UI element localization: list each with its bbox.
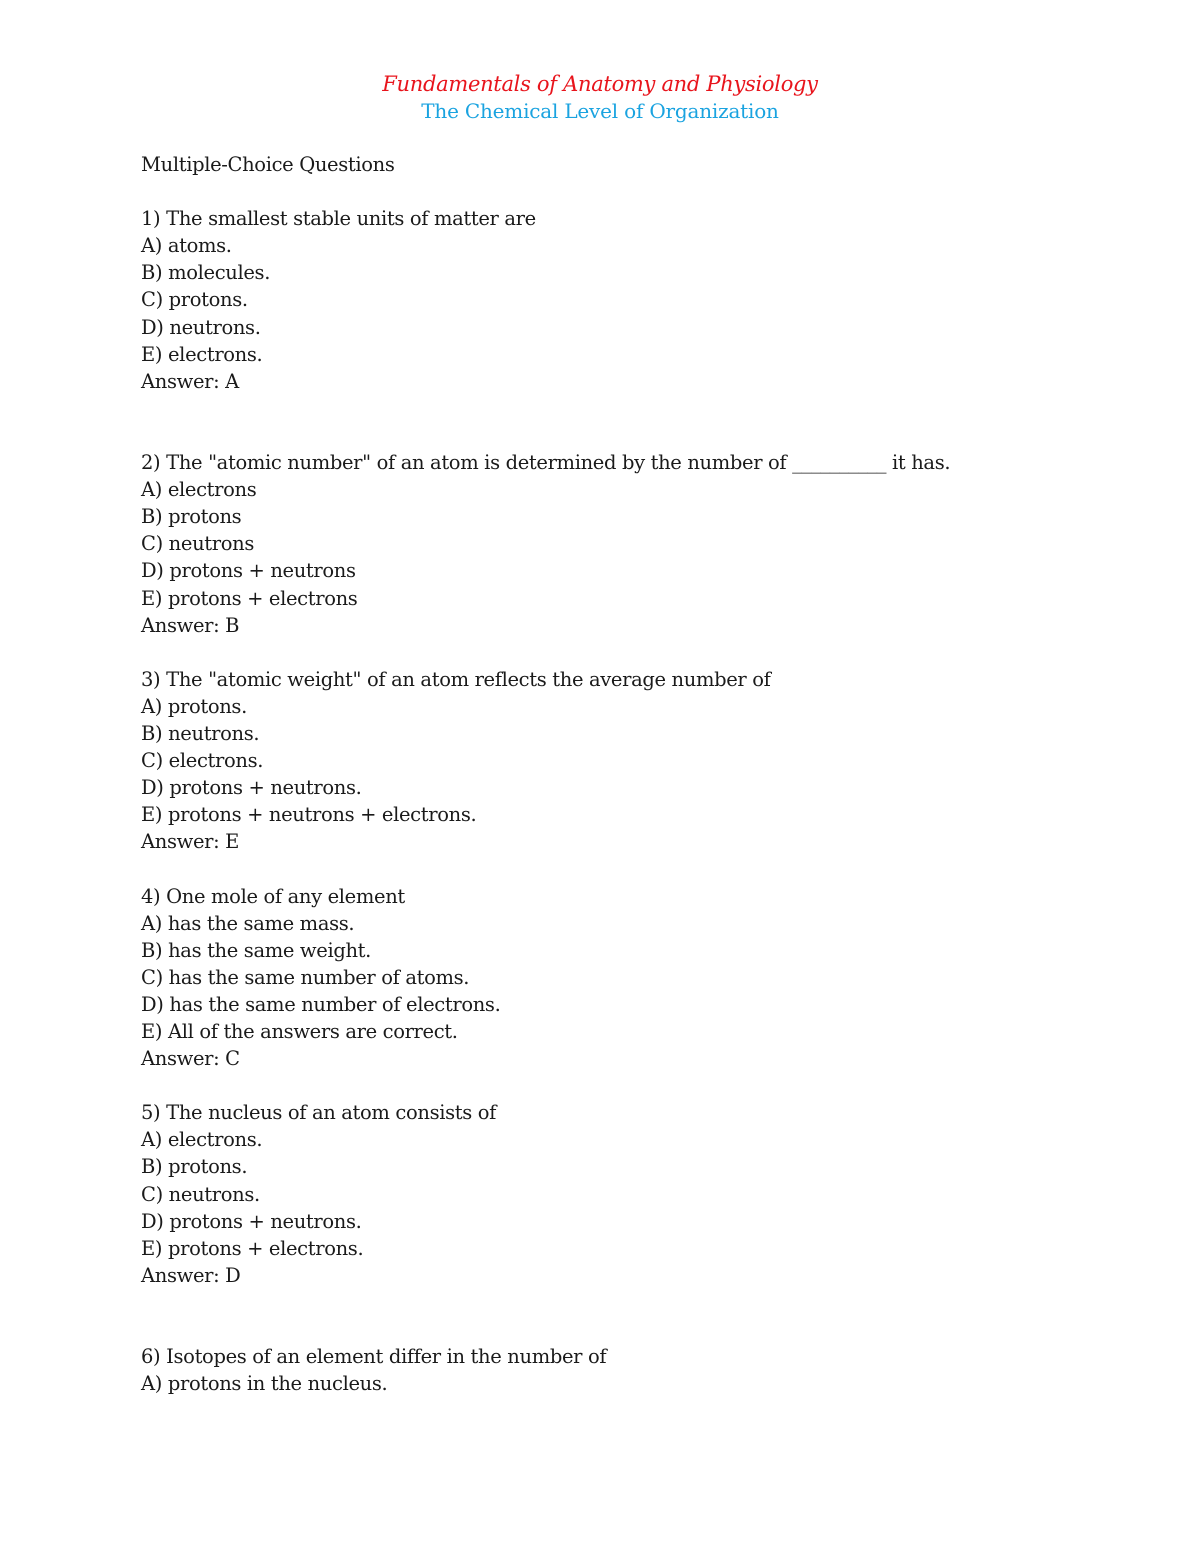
answer: Answer: A bbox=[141, 369, 239, 393]
spacer bbox=[141, 1072, 1101, 1099]
option-e: E) protons + neutrons + electrons. bbox=[141, 803, 477, 827]
answer: Answer: E bbox=[141, 830, 240, 854]
spacer bbox=[141, 395, 1101, 449]
answer: Answer: D bbox=[141, 1263, 241, 1287]
question-stem: 3) The "atomic weight" of an atom reflects the average number of bbox=[141, 667, 771, 691]
option-c: C) electrons. bbox=[141, 749, 264, 773]
question-stem: 2) The "atomic number" of an atom is determined by the number of __________ it has. bbox=[141, 451, 951, 475]
question-2 bbox=[141, 449, 1101, 639]
option-c: C) protons. bbox=[141, 288, 248, 312]
option-b: B) molecules. bbox=[141, 261, 271, 285]
option-b: B) neutrons. bbox=[141, 721, 260, 745]
question-1 bbox=[141, 205, 1101, 395]
option-a: A) has the same mass. bbox=[141, 911, 355, 935]
section-heading: Multiple-Choice Questions bbox=[141, 153, 395, 176]
spacer bbox=[141, 639, 1101, 666]
question-stem: 5) The nucleus of an atom consists of bbox=[141, 1101, 497, 1125]
option-a: A) electrons. bbox=[141, 1128, 263, 1152]
option-e: E) protons + electrons bbox=[141, 586, 358, 610]
option-d: D) protons + neutrons bbox=[141, 559, 356, 583]
question-5 bbox=[141, 1099, 1101, 1289]
question-list bbox=[141, 151, 1101, 1397]
option-e: E) electrons. bbox=[141, 342, 263, 366]
option-d: D) has the same number of electrons. bbox=[141, 992, 501, 1016]
spacer bbox=[141, 855, 1101, 882]
answer: Answer: C bbox=[141, 1047, 240, 1071]
question-stem: 4) One mole of any element bbox=[141, 884, 405, 908]
question-6 bbox=[141, 1343, 1101, 1397]
option-a: A) protons in the nucleus. bbox=[141, 1372, 388, 1396]
option-d: D) protons + neutrons. bbox=[141, 1209, 362, 1233]
question-4 bbox=[141, 883, 1101, 1073]
option-a: A) protons. bbox=[141, 694, 247, 718]
option-a: A) atoms. bbox=[141, 234, 232, 258]
question-3 bbox=[141, 666, 1101, 856]
option-c: C) neutrons bbox=[141, 532, 254, 556]
option-d: D) protons + neutrons. bbox=[141, 776, 362, 800]
option-b: B) protons bbox=[141, 505, 242, 529]
option-c: C) neutrons. bbox=[141, 1182, 260, 1206]
question-stem: 1) The smallest stable units of matter are bbox=[141, 207, 536, 231]
option-e: E) protons + electrons. bbox=[141, 1236, 364, 1260]
question-stem: 6) Isotopes of an element differ in the number of bbox=[141, 1345, 607, 1369]
option-d: D) neutrons. bbox=[141, 315, 261, 339]
option-b: B) has the same weight. bbox=[141, 938, 372, 962]
document-subtitle: The Chemical Level of Organization bbox=[421, 99, 779, 123]
option-a: A) electrons bbox=[141, 478, 257, 502]
answer: Answer: B bbox=[141, 613, 240, 637]
spacer bbox=[141, 1289, 1101, 1343]
option-c: C) has the same number of atoms. bbox=[141, 965, 470, 989]
option-b: B) protons. bbox=[141, 1155, 248, 1179]
option-e: E) All of the answers are correct. bbox=[141, 1020, 458, 1043]
document-title: Fundamentals of Anatomy and Physiology bbox=[382, 72, 818, 96]
